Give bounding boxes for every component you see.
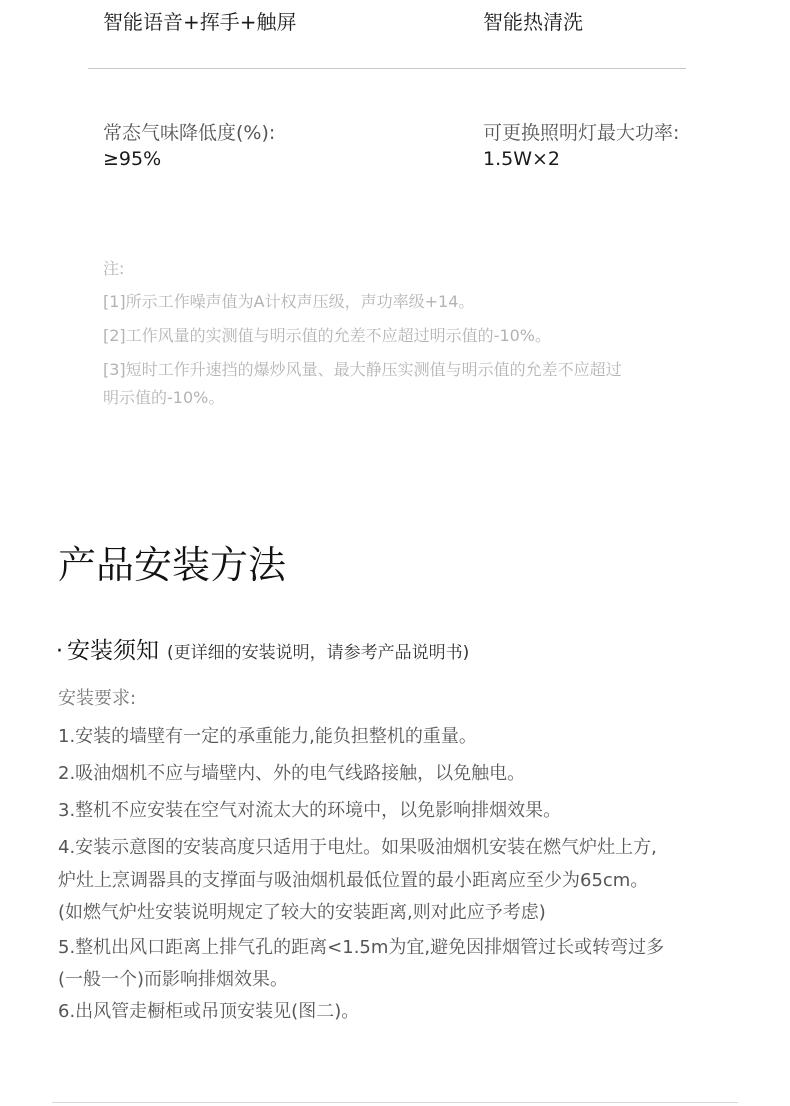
spec-odor-value: ≥95% [103,148,162,170]
requirement-1: 1.安装的墙壁有一定的承重能力,能负担整机的重量。 [58,726,477,747]
requirement-2: 2.吸油烟机不应与墙壁内、外的电气线路接触，以免触电。 [58,763,526,784]
install-notice-aside: (更详细的安装说明，请参考产品说明书) [167,643,470,663]
spec-light-value: 1.5W×2 [483,148,561,170]
spec-divider [88,68,686,69]
requirement-4-line-1: 4.安装示意图的安装高度只适用于电灶。如果吸油烟机安装在燃气炉灶上方, [58,837,657,858]
spec-voice-control: 智能语音+挥手+触屏 [103,10,297,34]
note-2: [2]工作风量的实测值与明示值的允差不应超过明示值的-10%。 [103,326,552,345]
requirement-5-line-2: (一般一个)而影响排烟效果。 [58,969,289,990]
note-1: [1]所示工作噪声值为A计权声压级，声功率级+14。 [103,292,475,311]
spec-light-label: 可更换照明灯最大功率: [483,122,680,144]
requirement-4-line-3: (如燃气炉灶安装说明规定了较大的安装距离,则对此应予考虑) [58,902,546,923]
requirement-6: 6.出风管走橱柜或吊顶安装见(图二)。 [58,1001,360,1022]
section-title: 产品安装方法 [58,543,287,587]
notes-title: 注: [103,259,125,278]
note-3-line-1: [3]短时工作升速挡的爆炒风量、最大静压实测值与明示值的允差不应超过 [103,360,622,379]
install-notice-heading [56,632,469,665]
requirement-3: 3.整机不应安装在空气对流太大的环境中，以免影响排烟效果。 [58,800,562,821]
requirement-4-line-2: 炉灶上烹调器具的支撑面与吸油烟机最低位置的最小距离应至少为65cm。 [58,870,649,891]
note-3-line-2: 明示值的-10%。 [103,388,225,407]
bottom-divider [52,1102,738,1103]
requirement-5-line-1: 5.整机出风口距离上排气孔的距离<1.5m为宜,避免因排烟管过长或转弯过多 [58,937,665,958]
spec-hot-cleaning: 智能热清洗 [483,10,583,34]
requirements-label: 安装要求: [58,688,137,709]
install-notice-title: 安装须知 [67,638,159,664]
bullet-dot: · [56,639,63,664]
spec-odor-label: 常态气味降低度(%): [103,122,276,144]
